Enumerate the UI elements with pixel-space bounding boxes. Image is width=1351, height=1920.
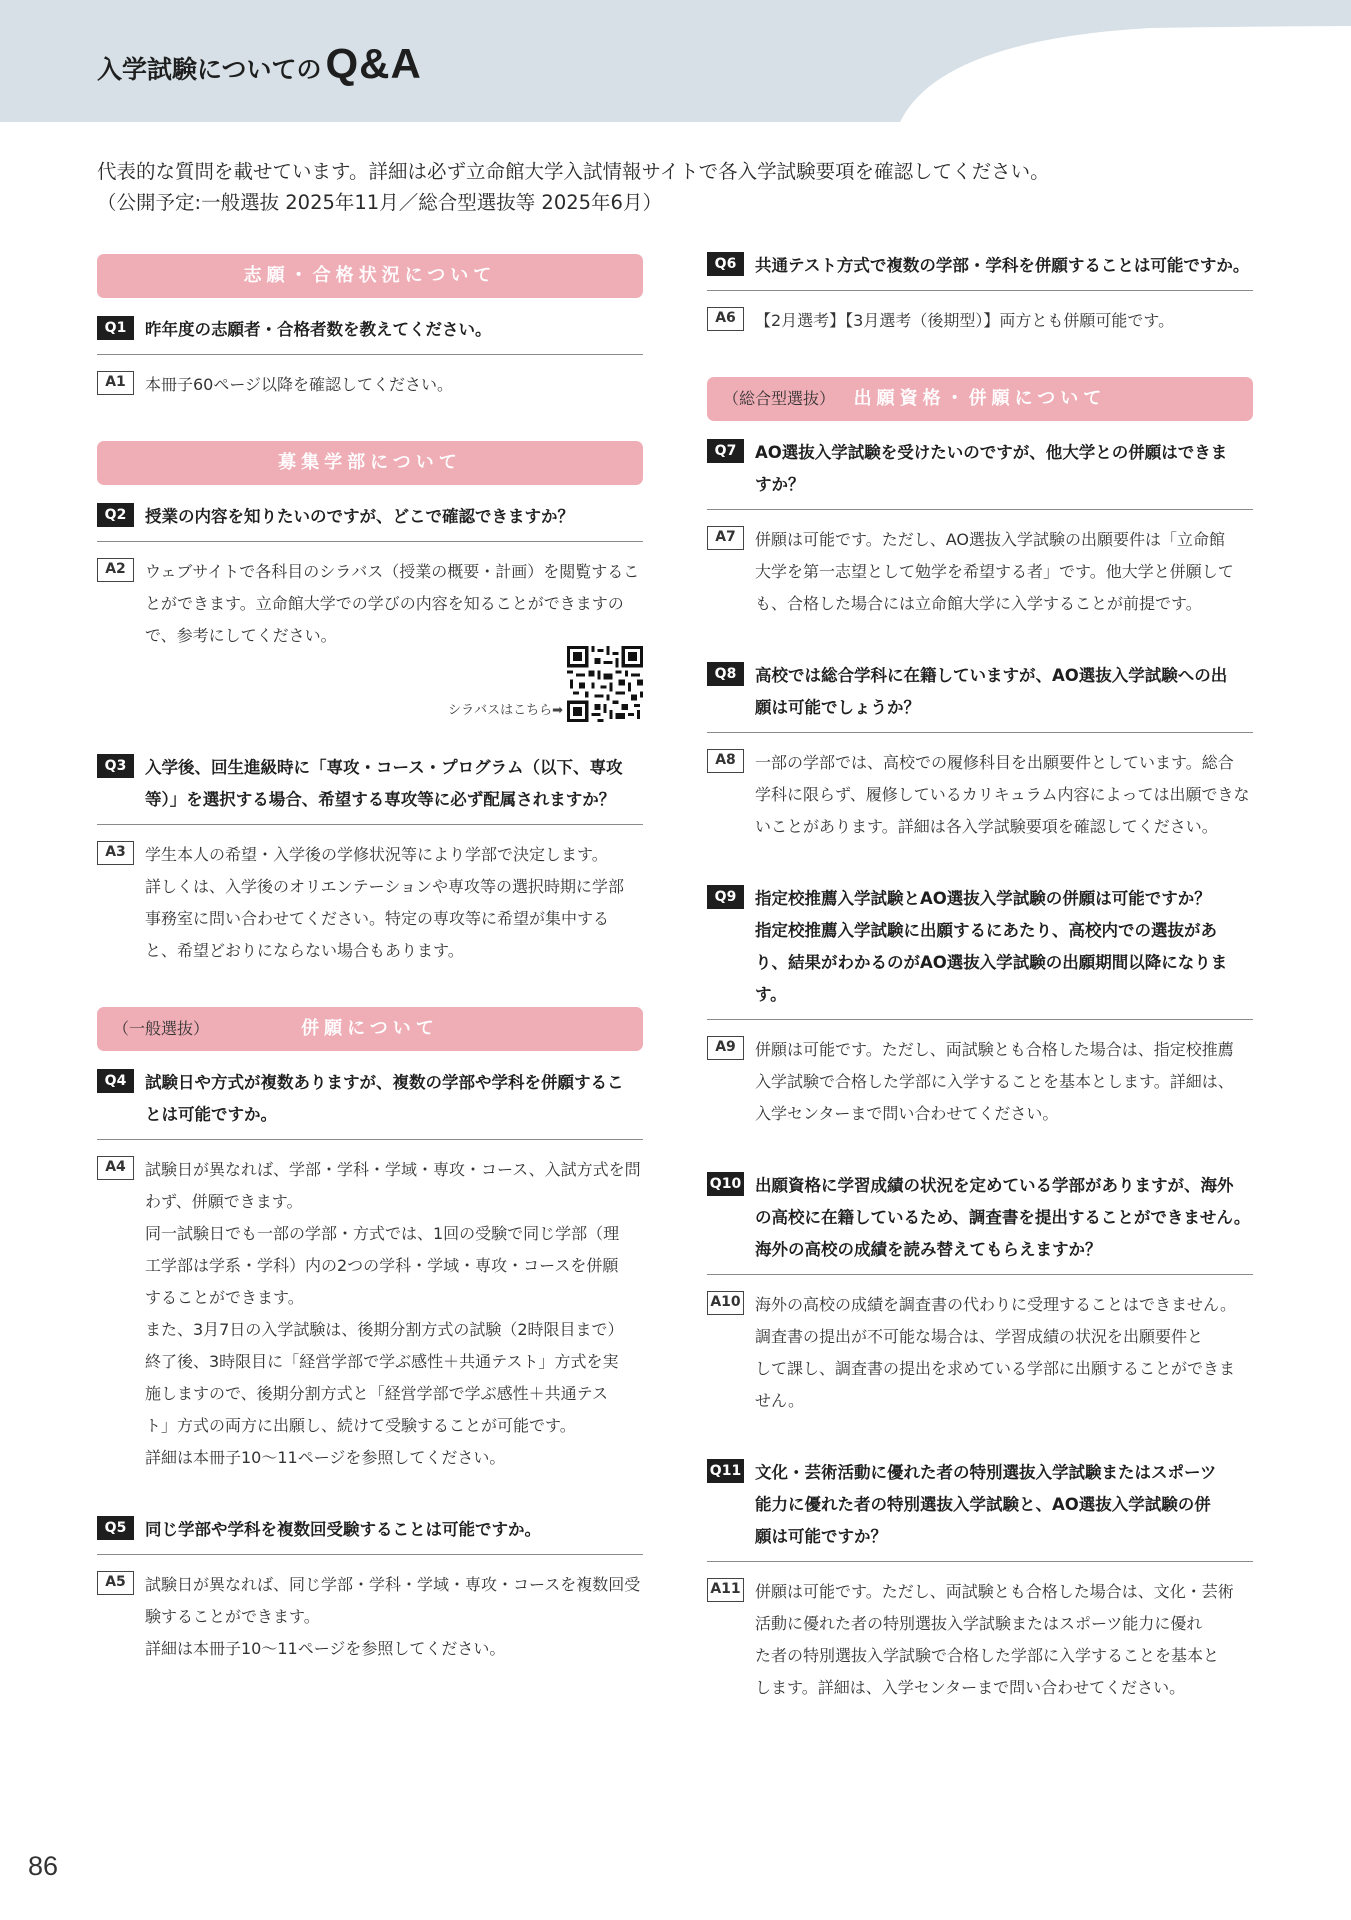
answer-badge: A3	[97, 841, 134, 865]
question-badge: Q1	[97, 316, 134, 340]
question-text: 試験日や方式が複数ありますが、複数の学部や学科を併願するこ とは可能ですか。	[145, 1073, 624, 1124]
answer-badge: A11	[707, 1578, 744, 1602]
section-sublabel: （総合型選抜）	[723, 389, 836, 408]
question-badge: Q3	[97, 754, 134, 778]
question-text: 授業の内容を知りたいのですが、どこで確認できますか？	[145, 507, 574, 526]
question-badge: Q7	[707, 439, 744, 463]
question-row	[97, 314, 643, 355]
answer-text: ウェブサイトで各科目のシラバス（授業の概要・計画）を閲覧するこ とができます。立命館大学での学びの内容を知ることができますの で、参考にしてください。	[145, 562, 640, 645]
question-badge: Q2	[97, 503, 134, 527]
answer-text: 海外の高校の成績を調査書の代わりに受理することはできません。 調査書の提出が不可能な場合は、学習成績の状況を出願要件と して課し、調査書の提出を求めている学部に出願することができま せん。	[755, 1295, 1236, 1410]
left-column	[97, 254, 643, 1705]
qr-code-icon[interactable]	[567, 646, 643, 722]
question-badge: Q8	[707, 662, 744, 686]
section-label: 志願・合格状況について	[243, 265, 497, 286]
qa-item-3	[97, 752, 643, 967]
answer-badge: A8	[707, 749, 744, 773]
answer-row	[97, 369, 643, 401]
qa-item-4	[97, 1067, 643, 1474]
intro-line-2: （公開予定:一般選抜 2025年11月／総合型選抜等 2025年6月）	[97, 191, 662, 214]
question-row	[707, 883, 1253, 1020]
question-badge: Q11	[707, 1459, 744, 1483]
answer-text: 一部の学部では、高校での履修科目を出願要件としています。総合 学科に限らず、履修しているカリキュラム内容によっては出願できな いことがあります。詳細は各入学試験要項を確認してください。	[755, 753, 1250, 836]
title-prefix: 入学試験についての	[97, 55, 322, 84]
question-row	[707, 660, 1253, 733]
answer-row	[707, 305, 1253, 337]
answer-badge: A4	[97, 1156, 134, 1180]
qa-item-10	[707, 1170, 1253, 1417]
section-header-general-combined	[97, 1007, 643, 1051]
question-text: 入学後、回生進級時に「専攻・コース・プログラム（以下、専攻 等）」を選択する場合、希望する専攻等に必ず配属されますか？	[145, 758, 623, 809]
question-row	[707, 1170, 1253, 1275]
answer-badge: A9	[707, 1036, 744, 1060]
question-row	[707, 1457, 1253, 1562]
question-row	[707, 250, 1253, 291]
question-text: 共通テスト方式で複数の学部・学科を併願することは可能ですか。	[755, 256, 1250, 275]
answer-row	[97, 556, 643, 652]
answer-row	[707, 1576, 1253, 1704]
question-row	[97, 752, 643, 825]
intro-line-1: 代表的な質問を載せています。詳細は必ず立命館大学入試情報サイトで各入学試験要項を確認してください。	[97, 160, 1050, 183]
title-main: Q&A	[325, 40, 422, 87]
question-text: 昨年度の志願者・合格者数を教えてください。	[145, 320, 492, 339]
question-row	[97, 1067, 643, 1140]
qa-item-7	[707, 437, 1253, 620]
question-text: AO選抜入学試験を受けたいのですが、他大学との併願はできま すか？	[755, 443, 1228, 494]
answer-text: 本冊子60ページ以降を確認してください。	[145, 375, 454, 394]
answer-badge: A5	[97, 1571, 134, 1595]
question-row	[97, 1514, 643, 1555]
answer-row	[97, 1569, 643, 1665]
qa-item-9	[707, 883, 1253, 1130]
qa-item-8	[707, 660, 1253, 843]
answer-row	[707, 747, 1253, 843]
syllabus-qr-area[interactable]	[97, 646, 643, 722]
question-row	[97, 501, 643, 542]
question-text: 指定校推薦入学試験とAO選抜入学試験の併願は可能ですか？ 指定校推薦入学試験に出願するにあたり、高校内での選抜があ り、結果がわかるのがAO選抜入学試験の出願期間以降になりま す。	[755, 889, 1228, 1004]
section-label: 出願資格・併願について	[853, 388, 1107, 409]
answer-badge: A2	[97, 558, 134, 582]
question-text: 高校では総合学科に在籍していますが、AO選抜入学試験への出 願は可能でしょうか？	[755, 666, 1228, 717]
section-label: 募集学部について	[278, 452, 462, 473]
answer-text: 併願は可能です。ただし、両試験とも合格した場合は、指定校推薦 入学試験で合格した学部に入学することを基本とします。詳細は、 入学センターまで問い合わせてください。	[755, 1040, 1234, 1123]
answer-row	[707, 1289, 1253, 1417]
answer-badge: A6	[707, 307, 744, 331]
section-header-application-status	[97, 254, 643, 298]
question-badge: Q10	[707, 1172, 744, 1196]
answer-text: 試験日が異なれば、学部・学科・学域・専攻・コース、入試方式を問 わず、併願できます。 同一試験日でも一部の学部・方式では、1回の受験で同じ学部（理 工学部は学系・学科）内の2つの学科・学域・専攻・コースを併願 することができます。 また、3月7日の入学試験は、後期分割方式の試験（2時限目まで） 終了後、3時限目に「経営学部で学ぶ感性＋共通テスト」方式を実 施しますので、後期分割方式と「経営学部で学ぶ感性＋共通テス ト」方式の両方に出願し、続けて受験することが可能です。 詳細は本冊子10〜11ページを参照してください。	[145, 1160, 641, 1467]
question-badge: Q5	[97, 1516, 134, 1540]
question-text: 同じ学部や学科を複数回受験することは可能ですか。	[145, 1520, 541, 1539]
question-badge: Q4	[97, 1069, 134, 1093]
section-header-comprehensive-eligibility	[707, 377, 1253, 421]
right-column	[707, 250, 1253, 1744]
answer-row	[707, 1034, 1253, 1130]
section-label: 併願について	[301, 1018, 439, 1039]
qr-caption: シラバスはこちら➡	[448, 703, 563, 718]
answer-text: 試験日が異なれば、同じ学部・学科・学域・専攻・コースを複数回受 験することができます。 詳細は本冊子10〜11ページを参照してください。	[145, 1575, 641, 1658]
qa-item-2	[97, 501, 643, 722]
answer-text: 併願は可能です。ただし、AO選抜入学試験の出願要件は「立命館 大学を第一志望として勉学を希望する者」です。他大学と併願して も、合格した場合には立命館大学に入学することが前提です。	[755, 530, 1234, 613]
answer-badge: A1	[97, 371, 134, 395]
section-sublabel: （一般選抜）	[113, 1019, 210, 1038]
question-row	[707, 437, 1253, 510]
question-badge: Q6	[707, 252, 744, 276]
question-text: 出願資格に学習成績の状況を定めている学部がありますが、海外 の高校に在籍しているため、調査書を提出することができません。 海外の高校の成績を読み替えてもらえますか？	[755, 1176, 1251, 1259]
answer-badge: A7	[707, 526, 744, 550]
answer-text: 【2月選考】【3月選考（後期型）】両方とも併願可能です。	[755, 311, 1175, 330]
qa-item-5	[97, 1514, 643, 1665]
answer-text: 併願は可能です。ただし、両試験とも合格した場合は、文化・芸術 活動に優れた者の特別選抜入学試験またはスポーツ能力に優れ た者の特別選抜入学試験で合格した学部に入学することを基本と します。詳細は、入学センターまで問い合わせてください。	[755, 1582, 1234, 1697]
answer-badge: A10	[707, 1291, 744, 1315]
answer-row	[707, 524, 1253, 620]
answer-row	[97, 1154, 643, 1474]
page-number: 86	[28, 1851, 59, 1881]
question-text: 文化・芸術活動に優れた者の特別選抜入学試験またはスポーツ 能力に優れた者の特別選抜入学試験と、AO選抜入学試験の併 願は可能ですか？	[755, 1463, 1217, 1546]
qa-item-1	[97, 314, 643, 401]
qa-item-11	[707, 1457, 1253, 1704]
intro-text	[97, 156, 1277, 218]
question-badge: Q9	[707, 885, 744, 909]
qa-item-6	[707, 250, 1253, 337]
answer-row	[97, 839, 643, 967]
answer-text: 学生本人の希望・入学後の学修状況等により学部で決定します。 詳しくは、入学後のオリエンテーションや専攻等の選択時期に学部 事務室に問い合わせてください。特定の専攻等に希望が集中する と、希望どおりにならない場合もあります。	[145, 845, 625, 960]
page-title	[97, 40, 422, 88]
section-header-faculties	[97, 441, 643, 485]
